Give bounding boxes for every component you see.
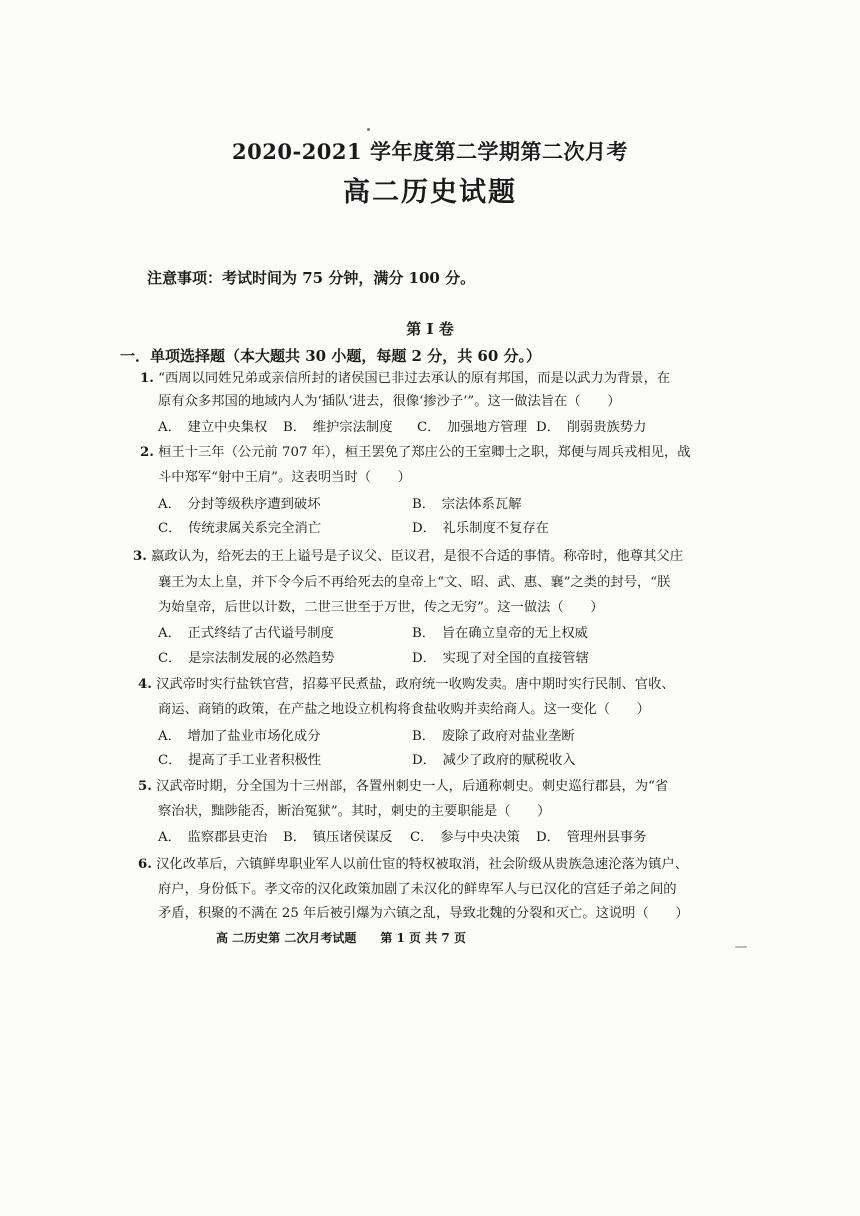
question-text-line: 为始皇帝，后世以计数，二世三世至于万世，传之无穷”。这一做法（ ） (158, 600, 604, 615)
option-c: C． 参与中央决策 (410, 830, 520, 845)
option-d: D． 实现了对全国的直接管辖 (412, 651, 589, 666)
option-b: B． 旨在确立皇帝的无上权威 (412, 626, 588, 641)
question-number: 3. (133, 549, 147, 564)
option-b: B． 镇压诸侯谋反 (283, 830, 393, 845)
question-text-line: 矛盾，积聚的不满在 25 年后被引爆为六镇之乱，导致北魏的分裂和灭亡。这说明（ ） (158, 906, 689, 921)
exam-title: 2020-2021 学年度第二学期第二次月考 (232, 139, 628, 164)
option-c: C． 传统隶属关系完全消亡 (158, 521, 322, 536)
question-text-line: 原有众多邦国的地域内人为‘插队’进去，很像‘掺沙子’”。这一做法旨在（ ） (158, 394, 621, 409)
question-text-line: 汉武帝时实行盐铁官营，招募平民煮盐，政府统一收购发卖。唐中期时实行民制、官收、 (156, 677, 675, 692)
question-text-line: 察治状，黜陟能否，断治冤狱”。其时，刺史的主要职能是（ ） (158, 804, 551, 819)
page-footer: 高 二历史第 二次月考试题 第 1 页 共 7 页 (216, 931, 466, 945)
option-c: C． 提高了手工业者积极性 (158, 753, 322, 768)
question-text-line: 府户，身份低下。孝文帝的汉化政策加剧了未汉化的鲜卑军人与已汉化的宫廷子弟之间的 (158, 882, 677, 897)
volume-heading: 第 I 卷 (406, 320, 454, 338)
question-text-line: 斗中郑军“射中王肩”。这表明当时（ ） (158, 470, 411, 485)
question-number: 2. (140, 445, 154, 460)
option-a: A． 增加了盐业市场化成分 (158, 729, 321, 744)
option-d: D． 礼乐制度不复存在 (412, 521, 549, 536)
scan-speck (367, 128, 370, 131)
option-a: A． 分封等级秩序遭到破坏 (158, 497, 321, 512)
question-number: 1. (140, 371, 154, 386)
question-number: 4. (138, 677, 152, 692)
question-text-line: 襄王为太上皇，并下令今后不再给死去的皇帝上“文、昭、武、惠、襄”之类的封号，“朕 (158, 575, 671, 590)
question-text-line: 嬴政认为，给死去的王上谥号是子议父、臣议君，是很不合适的事情。称帝时，他尊其父庄 (151, 549, 683, 564)
option-b: B． 宗法体系瓦解 (412, 497, 522, 512)
option-a: A． 监察郡县吏治 (158, 830, 268, 845)
option-a: A． 建立中央集权 (158, 420, 268, 435)
question-text-line: “西周以同姓兄弟或亲信所封的诸侯国已非过去承认的原有邦国，而是以武力为背景，在 (158, 371, 671, 386)
option-b: B． 维护宗法制度 (283, 420, 393, 435)
question-number: 5. (138, 779, 152, 794)
question-text-line: 商运、商销的政策，在产盐之地设立机构将食盐收购并卖给商人。这一变化（ ） (158, 702, 650, 717)
scan-speck (735, 946, 747, 948)
option-d: D． 减少了政府的赋税收入 (412, 753, 576, 768)
question-text-line: 桓王十三年（公元前 707 年），桓王罢免了郑庄公的王室卿士之职，郑便与周兵戎相见，战 (158, 445, 691, 460)
exam-notice: 注意事项：考试时间为 75 分钟，满分 100 分。 (147, 269, 476, 287)
option-d: D． 管理州县事务 (536, 830, 647, 845)
question-number: 6. (138, 857, 152, 872)
question-text-line: 汉化改革后，六镇鲜卑职业军人以前仕宦的特权被取消，社会阶级从贵族急速沦落为镇户、 (156, 857, 688, 872)
option-c: C． 加强地方管理 (417, 420, 527, 435)
option-b: B． 废除了政府对盐业垄断 (412, 729, 575, 744)
section-heading: 一．单项选择题（本大题共 30 小题，每题 2 分，共 60 分。） (120, 347, 542, 365)
question-text-line: 汉武帝时期，分全国为十三州部，各置州刺史一人，后通称刺史。刺史巡行郡县，为“省 (156, 779, 669, 794)
exam-subject: 高二历史试题 (343, 177, 517, 208)
option-c: C． 是宗法制发展的必然趋势 (158, 651, 335, 666)
option-d: D． 削弱贵族势力 (536, 420, 647, 435)
option-a: A． 正式终结了古代谥号制度 (158, 626, 334, 641)
